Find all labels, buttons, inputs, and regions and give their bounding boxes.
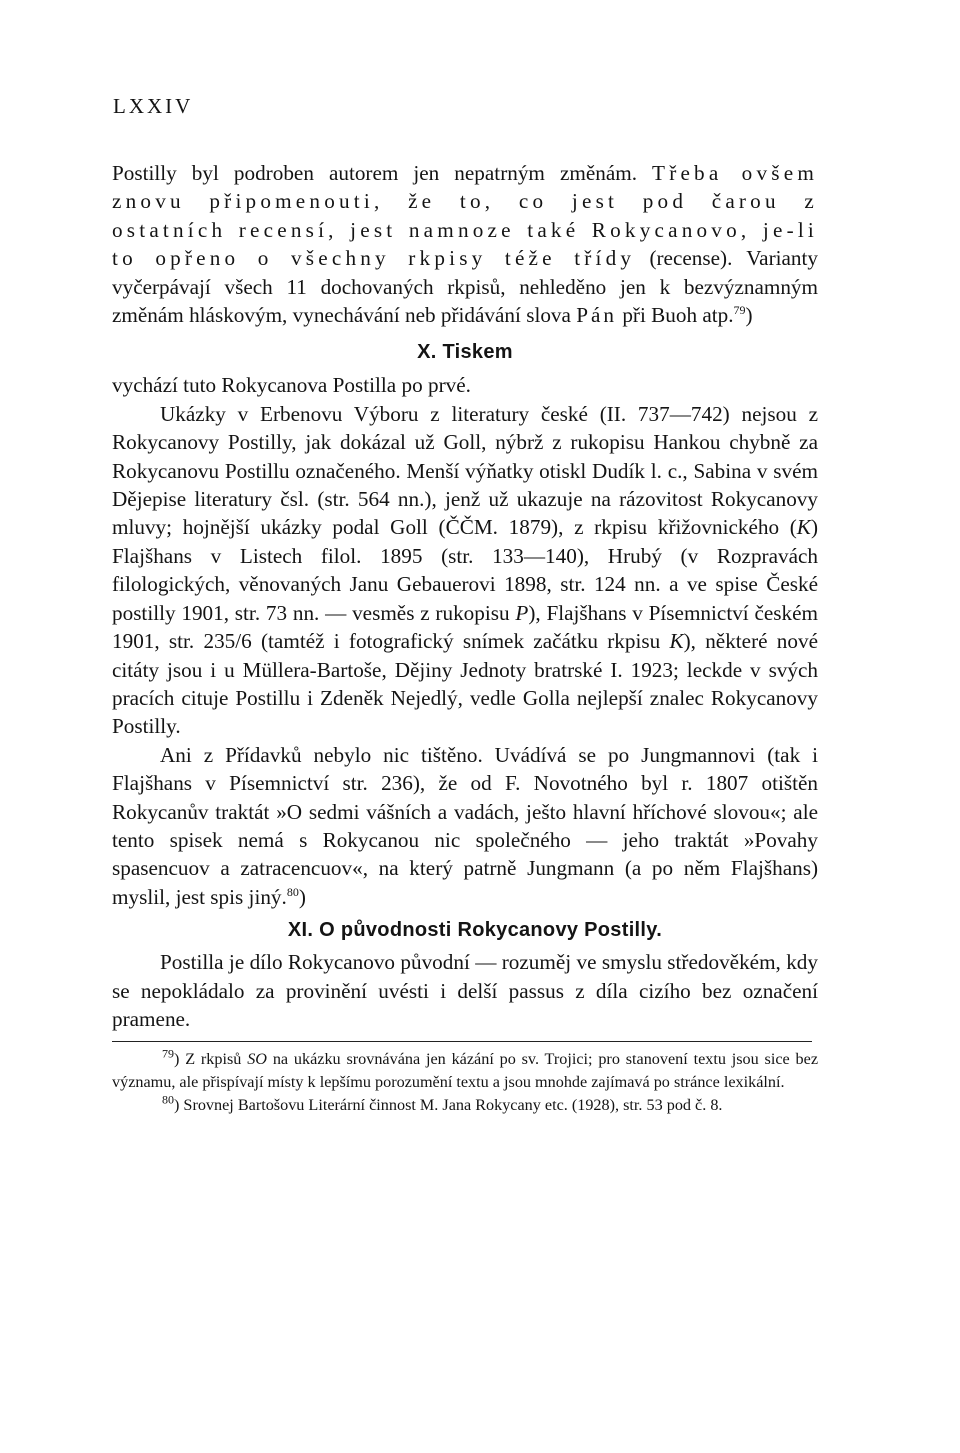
section-heading-x: X. Tiskem	[417, 341, 513, 364]
footnote-divider	[112, 1041, 812, 1042]
footnote-number: 80	[162, 1092, 174, 1107]
paragraph-variants	[112, 159, 818, 329]
text-run: ), některé nové citáty jsou i u Müllera-Bartoše, Dějiny Jednoty bratrské I. 1923; leckde v svých pracích cituje Postillu i Zdeněk Nejedlý, vedle Golla nejlepší znalec Rokycanovy Postilly.	[112, 629, 818, 739]
footnote-ref-79: 79	[733, 302, 746, 317]
text-run: ) Srovnej Bartošovu Literární činnost M. Jana Rokycany etc. (1928), str. 53 pod č. 8.	[174, 1095, 723, 1114]
section-heading-xi: XI. O původnosti Rokycanovy Postilly.	[287, 919, 663, 942]
italic-siglum: K	[669, 629, 684, 654]
spaced-text-run: Třeba ovšem znovu připomenouti, že to, co jest pod čarou z ostatních recensí, jest namnoze také Rokycanovo, je-li to opřeno o všechny rkpisy téže třídy	[112, 161, 818, 271]
italic-siglum: SO	[247, 1050, 267, 1069]
text-run: )	[298, 884, 306, 909]
text-run: ), Flajšhans v Písemnictví českém 1901, str. 235/6 (tamtéž i fotografický snímek začátku rkpisu	[112, 600, 818, 654]
page-number: LXXIV	[113, 94, 194, 118]
paragraph-appendices	[112, 741, 818, 911]
text-run: Ani z Přídavků nebylo nic tištěno. Uvádívá se po Jungmannovi (tak i Flajšhans v Písemnictví str. 236), že od F. Novotného byl r. 1807 otištěn Rokycanův traktát »O sedmi vášních a vadách, ješto hlavní hříchové slovou«; ale tento spisek nemá s Rokycanou nic společného — jeho traktát »Povahy spasencuov a zatracencuov«, na který patrně Jungmann (a po něm Flajšhans) myslil, jest spis jiný.	[112, 742, 818, 909]
text-run: při Buoh atp.	[617, 303, 734, 328]
footnote-ref-80: 80	[286, 884, 299, 899]
book-page	[112, 94, 818, 1116]
footnote-79	[112, 1048, 818, 1093]
text-run: (recense). Varianty vyčerpávají všech 11 dochovaných rkpisů, nehleděno jen k bezvýznamným změnám hláskovým, vynechávání neb přidávání slova	[112, 246, 818, 328]
footnote-80	[112, 1094, 818, 1117]
italic-siglum: P	[515, 600, 529, 625]
paragraph-samples	[112, 400, 818, 741]
spaced-text-run: Pán	[576, 303, 618, 328]
paragraph-first-print: vychází tuto Rokycanova Postilla po prvé.	[112, 373, 471, 398]
text-run: )	[745, 303, 753, 328]
italic-siglum: K	[796, 515, 811, 540]
text-run: ) Z rkpisů	[174, 1050, 248, 1069]
text-run: ) Flajšhans v Listech filol. 1895 (str. 133—140), Hrubý (v Rozpravách filologických, věnovaných Janu Gebauerovi 1898, str. 124 nn. a ve spise České postilly 1901, str. 73 nn. — vesměs z rukopisu	[112, 515, 818, 625]
footnote-number: 79	[162, 1046, 174, 1061]
paragraph-originality: Postilla je dílo Rokycanovo původní — rozuměj ve smyslu středověkém, kdy se nepokládalo za provinění uvésti i delší passus z díla cizího bez označení pramene.	[112, 950, 818, 1031]
text-run: na ukázku srovnávána jen kázání po sv. Trojici; pro stanovení textu jsou sice bez významu, ale přispívají místy k lepšímu porozumění textu a jsou mnohde zajímavá po stránce lexikální.	[112, 1050, 818, 1091]
text-run: Ukázky v Erbenovu Výboru z literatury české (II. 737—742) nejsou z Rokycanovy Postilly, jak dokázal už Goll, nýbrž z rukopisu Hankou chybně za Rokycanovu Postillu označeného. Menší výňatky otiskl Dudík l. c., Sabina v svém Dějepise literatury čsl. (str. 564 nn.), jenž už ukazuje na rázovitost Rokycanovy mluvy; hojnější ukázky podal Goll (ČČM. 1879), z rkpisu křižovnického (	[112, 401, 818, 540]
text-run: Postilly byl podroben autorem jen nepatrným změnám.	[112, 161, 653, 185]
